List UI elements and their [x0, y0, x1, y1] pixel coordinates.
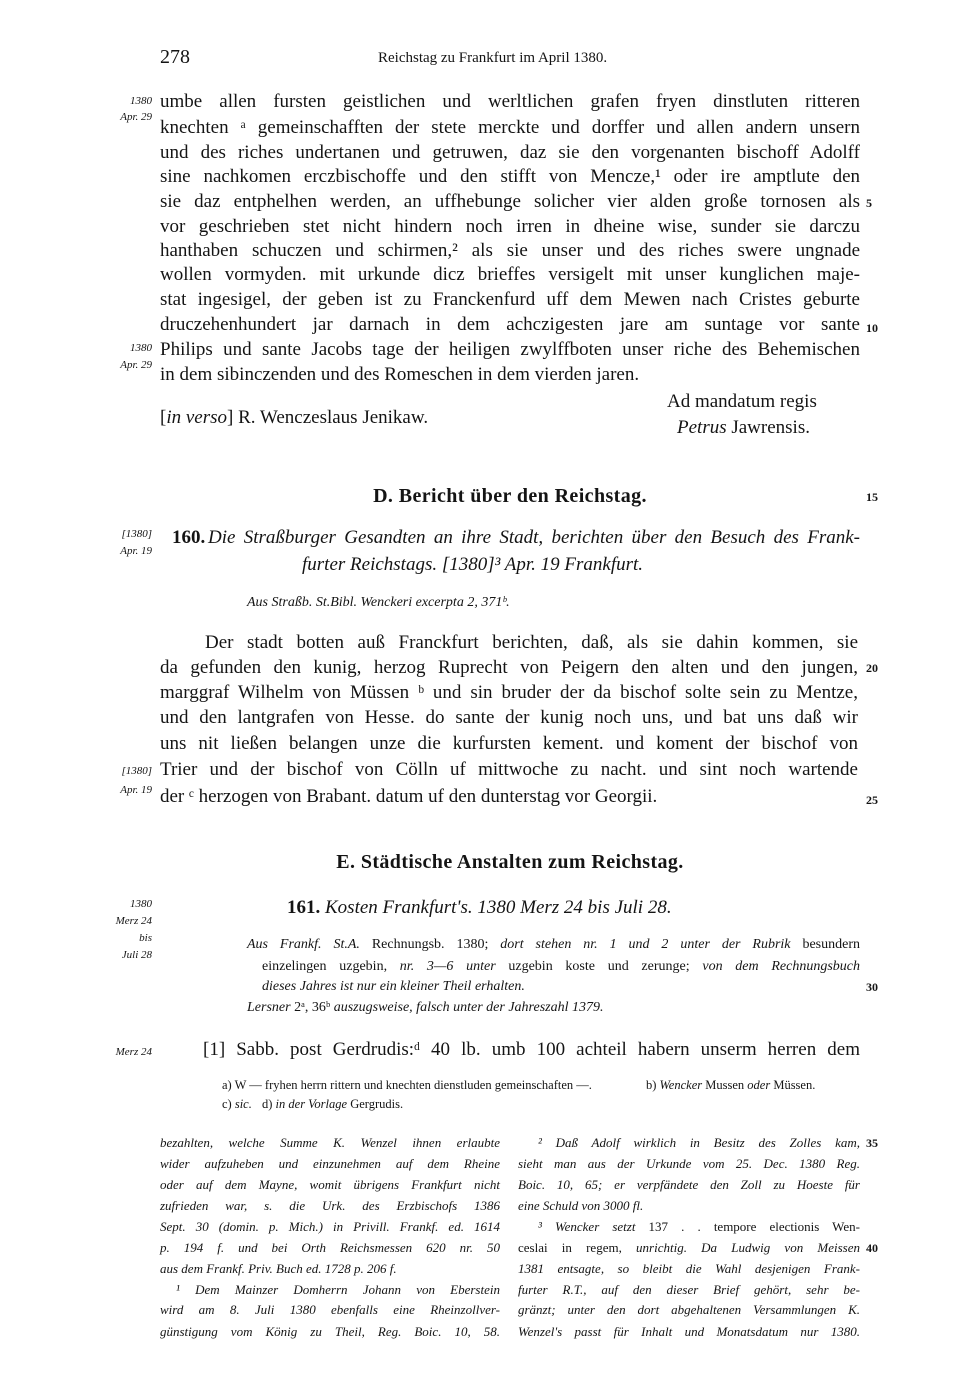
apparatus-segment: sic.: [234, 1097, 252, 1111]
line-number: 5: [866, 196, 872, 210]
apparatus-segment: Gergrudis.: [347, 1097, 404, 1111]
charter-line: in dem sibinczenden und des Romeschen in dem vierden jaren.: [160, 364, 640, 385]
line-number: 10: [866, 321, 878, 335]
footnote-line: [518, 1237, 860, 1258]
endorsement: [160, 406, 428, 430]
line-number: 25: [866, 793, 878, 807]
apparatus-segment: in der Vorlage: [275, 1097, 348, 1111]
text-line: marggraf Wilhelm von Müssen ᵇ und sin bruder der da bischof solte sein zu Mentze,: [160, 682, 858, 703]
footnote-line: eine Schuld von 3000 fl.: [518, 1198, 644, 1213]
footnote-line: p. 194 f. und bei Orth Reichsmessen 620 nr. 50: [160, 1240, 500, 1255]
footnote-line: Wenzel's passt für Inhalt und Monatsdatum nur 1380.: [518, 1324, 860, 1339]
footnote-line: 1381 entsagte, so bleibt die Wahl desjenigen Frank-: [518, 1261, 860, 1276]
footnote-line: oder auf dem Mayne, womit übrigens Frankfurt nicht: [160, 1177, 500, 1192]
text-line: da gefunden den kunig, herzog Ruprecht von Peigern den alten und den jungen,: [160, 657, 858, 678]
footnote-segment: ceslai in regem,: [518, 1240, 637, 1255]
margin-date-start: Merz 24: [115, 915, 152, 927]
footnote-line: gränzt; unter den dort abgehaltenen Versammlungen K.: [518, 1302, 860, 1317]
footnote-segment: 137 . . tempore electionis Wen-: [635, 1219, 860, 1234]
source-note-line: dieses Jahres ist nur ein kleiner Theil erhalten.: [262, 979, 525, 994]
footnote-segment: Wencker setzt: [554, 1219, 636, 1234]
footnote-segment: ³: [538, 1219, 555, 1234]
document-number: 160.: [172, 527, 206, 548]
line-number: 15: [866, 490, 878, 504]
source-segment: besundern: [790, 937, 860, 952]
apparatus-note-b: [646, 1076, 815, 1094]
apparatus-segment: oder: [747, 1078, 771, 1092]
charter-line: knechten ᵃ gemeinschafften der stete merckte und dorffer und allen andern unsern: [160, 117, 860, 138]
text-line: Der stadt botten auß Franckfurt berichten, daß, als sie dahin kommen, sie: [205, 632, 858, 653]
footnote-line: [538, 1216, 860, 1237]
source-note-line: [262, 957, 860, 977]
charter-line: umbe allen fursten geistlichen und werltlichen grafen fryen dinstluten ritteren: [160, 91, 860, 112]
apparatus-note-d: [262, 1095, 403, 1113]
margin-date-year: 1380: [130, 898, 152, 910]
charter-line: vor geschrieben stet nicht hindern noch irren in dheine wise, sunder sie darczu: [160, 216, 860, 237]
apparatus-note-a: a) W — fryhen herrn rittern und knechten dienstluden gemeinschaften —.: [222, 1078, 592, 1092]
account-entry: [1] Sabb. post Gerdrudis:ᵈ 40 lb. umb 100 achteil habern unserm herren dem: [203, 1039, 860, 1060]
document-number: 161.: [287, 897, 321, 918]
margin-date-bis: bis: [139, 932, 152, 944]
charter-line: und des riches undertanen und getruwen, daz sie den vorgenanten bischoff Adolff: [160, 142, 860, 163]
margin-date-day: Apr. 19: [120, 784, 152, 796]
charter-line: sie daz entphelhen werden, an uffhebunge solicher vier alden große tornosen als: [160, 191, 860, 212]
document-title: Kosten Frankfurt's. 1380 Merz 24 bis Juli 28.: [325, 897, 672, 918]
source-segment: Aus Frankf. St.A.: [247, 937, 360, 952]
section-heading: D. Bericht über den Reichstag.: [373, 485, 647, 507]
charter-line: druczehenhundert jar darnach in dem achczigesten jare am suntage vor sante: [160, 314, 860, 335]
footnote-line: furter R.T., auf den dieser Brief gehört, sehr be-: [518, 1282, 860, 1297]
document-title: furter Reichstags. [1380]³ Apr. 19 Frankfurt.: [302, 554, 644, 575]
apparatus-segment: c): [222, 1097, 235, 1111]
footnote-line: aus dem Frankf. Priv. Buch ed. 1728 p. 206 f.: [160, 1261, 397, 1276]
text-line: Trier und der bischof von Cölln uf mittwoche zu nacht. und sint noch wartende: [160, 759, 858, 780]
apparatus-segment: Müssen.: [770, 1078, 816, 1092]
text-line: der ᶜ herzogen von Brabant. datum uf den dunterstag vor Georgii.: [160, 786, 658, 807]
margin-date-year: [1380]: [121, 528, 152, 540]
charter-line: hanthaben schuczen und schirmen,² als sie unser und des riches swere ungnade: [160, 240, 860, 261]
signature-first: Petrus: [677, 417, 727, 438]
margin-date-day: Apr. 29: [120, 111, 152, 123]
source-segment: 2ᵃ, 36ᵇ: [290, 1000, 334, 1015]
source-segment: von dem Rechnungsbuch: [702, 959, 860, 974]
source-segment: dort stehen nr. 1 und 2 unter der Rubrik: [500, 937, 791, 952]
line-number: 20: [866, 661, 878, 675]
charter-line: wollen vormyden. mit urkunde dicz brieffes versigelt mit unser kunglichen maje-: [160, 264, 860, 285]
footnote-line: bezahlten, welche Summe K. Wenzel ihnen erlaubte: [160, 1135, 500, 1150]
source-note: Aus Straßb. St.Bibl. Wenckeri excerpta 2, 371ᵇ.: [247, 595, 510, 610]
section-heading: E. Städtische Anstalten zum Reichstag.: [336, 851, 684, 873]
endorsement-text: ] R. Wenczeslaus Jenikaw.: [227, 407, 429, 428]
source-segment: einzelingen uzgebin,: [262, 959, 400, 974]
source-segment: uzgebin koste und zerunge;: [495, 959, 703, 974]
footnote-line: sieht man aus der Urkunde vom 25. Dec. 1380 Reg.: [518, 1156, 860, 1171]
source-segment: Rechnungsb. 1380;: [359, 937, 501, 952]
footnote-line: wider aufzuheben und einzunehmen auf dem Rheine: [160, 1156, 500, 1171]
source-segment: Lersner: [247, 1000, 291, 1015]
charter-line: sine nachkomen erczbischoffe und den stifft von Mencze,¹ oder ire amptlute den: [160, 166, 860, 187]
endorsement-label: in verso: [166, 407, 228, 428]
margin-date-year: 1380: [130, 95, 152, 107]
margin-date-year: 1380: [130, 342, 152, 354]
apparatus-segment: Mussen: [702, 1078, 748, 1092]
footnote-line: günstigung vom König zu Theil, Reg. Boic. 10, 58.: [160, 1324, 500, 1339]
footnote-line: ² Daß Adolf wirklich in Besitz des Zolles kam,: [538, 1135, 860, 1150]
apparatus-note-c: [222, 1095, 252, 1113]
charter-line: stat ingesigel, der geben ist zu Franckenfurd uff dem Mewen nach Cristes geburte: [160, 289, 860, 310]
text-line: und den lantgrafen von Hesse. do sante der kunig noch uns, und bat uns daß wir: [160, 707, 858, 728]
margin-date-day: Apr. 29: [120, 359, 152, 371]
source-segment: auszugsweise, falsch unter der Jahreszahl 1379.: [333, 1000, 604, 1015]
charter-line: Philips und sante Jacobs tage der heiligen zwylffboten unser riche des Behemischen: [160, 339, 860, 360]
document-title: Die Straßburger Gesandten an ihre Stadt, berichten über den Besuch des Frank-: [208, 527, 860, 548]
footnote-line: Sept. 30 (domin. p. Mich.) in Privill. Frankf. ed. 1614: [160, 1219, 500, 1234]
footnote-segment: unrichtig. Da Ludwig von Meissen: [636, 1240, 861, 1255]
footnote-line: ¹ Dem Mainzer Domherrn Johann von Eberstein: [176, 1282, 500, 1297]
footnote-line: Boic. 10, 65; er verpfändete den Zoll zu Hoeste für: [518, 1177, 860, 1192]
margin-date-end: Juli 28: [121, 949, 152, 961]
apparatus-segment: Wencker: [659, 1078, 703, 1092]
source-note-line: [247, 998, 603, 1018]
signature: [677, 416, 810, 440]
margin-date: Merz 24: [115, 1046, 152, 1058]
line-number: 30: [866, 980, 878, 994]
signature-last: Jawrensis.: [726, 417, 810, 438]
line-number: 35: [866, 1136, 878, 1150]
margin-date-day: Apr. 19: [120, 545, 152, 557]
source-note-line: [247, 935, 860, 955]
document-heading: [287, 896, 672, 920]
endorsement-bracket: [: [160, 407, 167, 428]
page-number: 278: [160, 46, 190, 68]
footnote-line: wird am 8. Juli 1380 ebenfalls eine Rheinzollver-: [160, 1302, 500, 1317]
source-segment: nr. 3—6 unter: [399, 959, 496, 974]
apparatus-segment: b): [646, 1078, 660, 1092]
text-line: uns nit ließen belangen unze die kurfursten kement. und koment der bischof von: [160, 733, 858, 754]
chancery-note: Ad mandatum regis: [667, 391, 817, 412]
running-head: Reichstag zu Frankfurt im April 1380.: [378, 50, 608, 66]
line-number: 40: [866, 1241, 878, 1255]
margin-date-year: [1380]: [121, 765, 152, 777]
footnote-line: zufrieden war, s. die Urk. des Erzbischofs 1386: [160, 1198, 500, 1213]
apparatus-segment: d): [262, 1097, 276, 1111]
